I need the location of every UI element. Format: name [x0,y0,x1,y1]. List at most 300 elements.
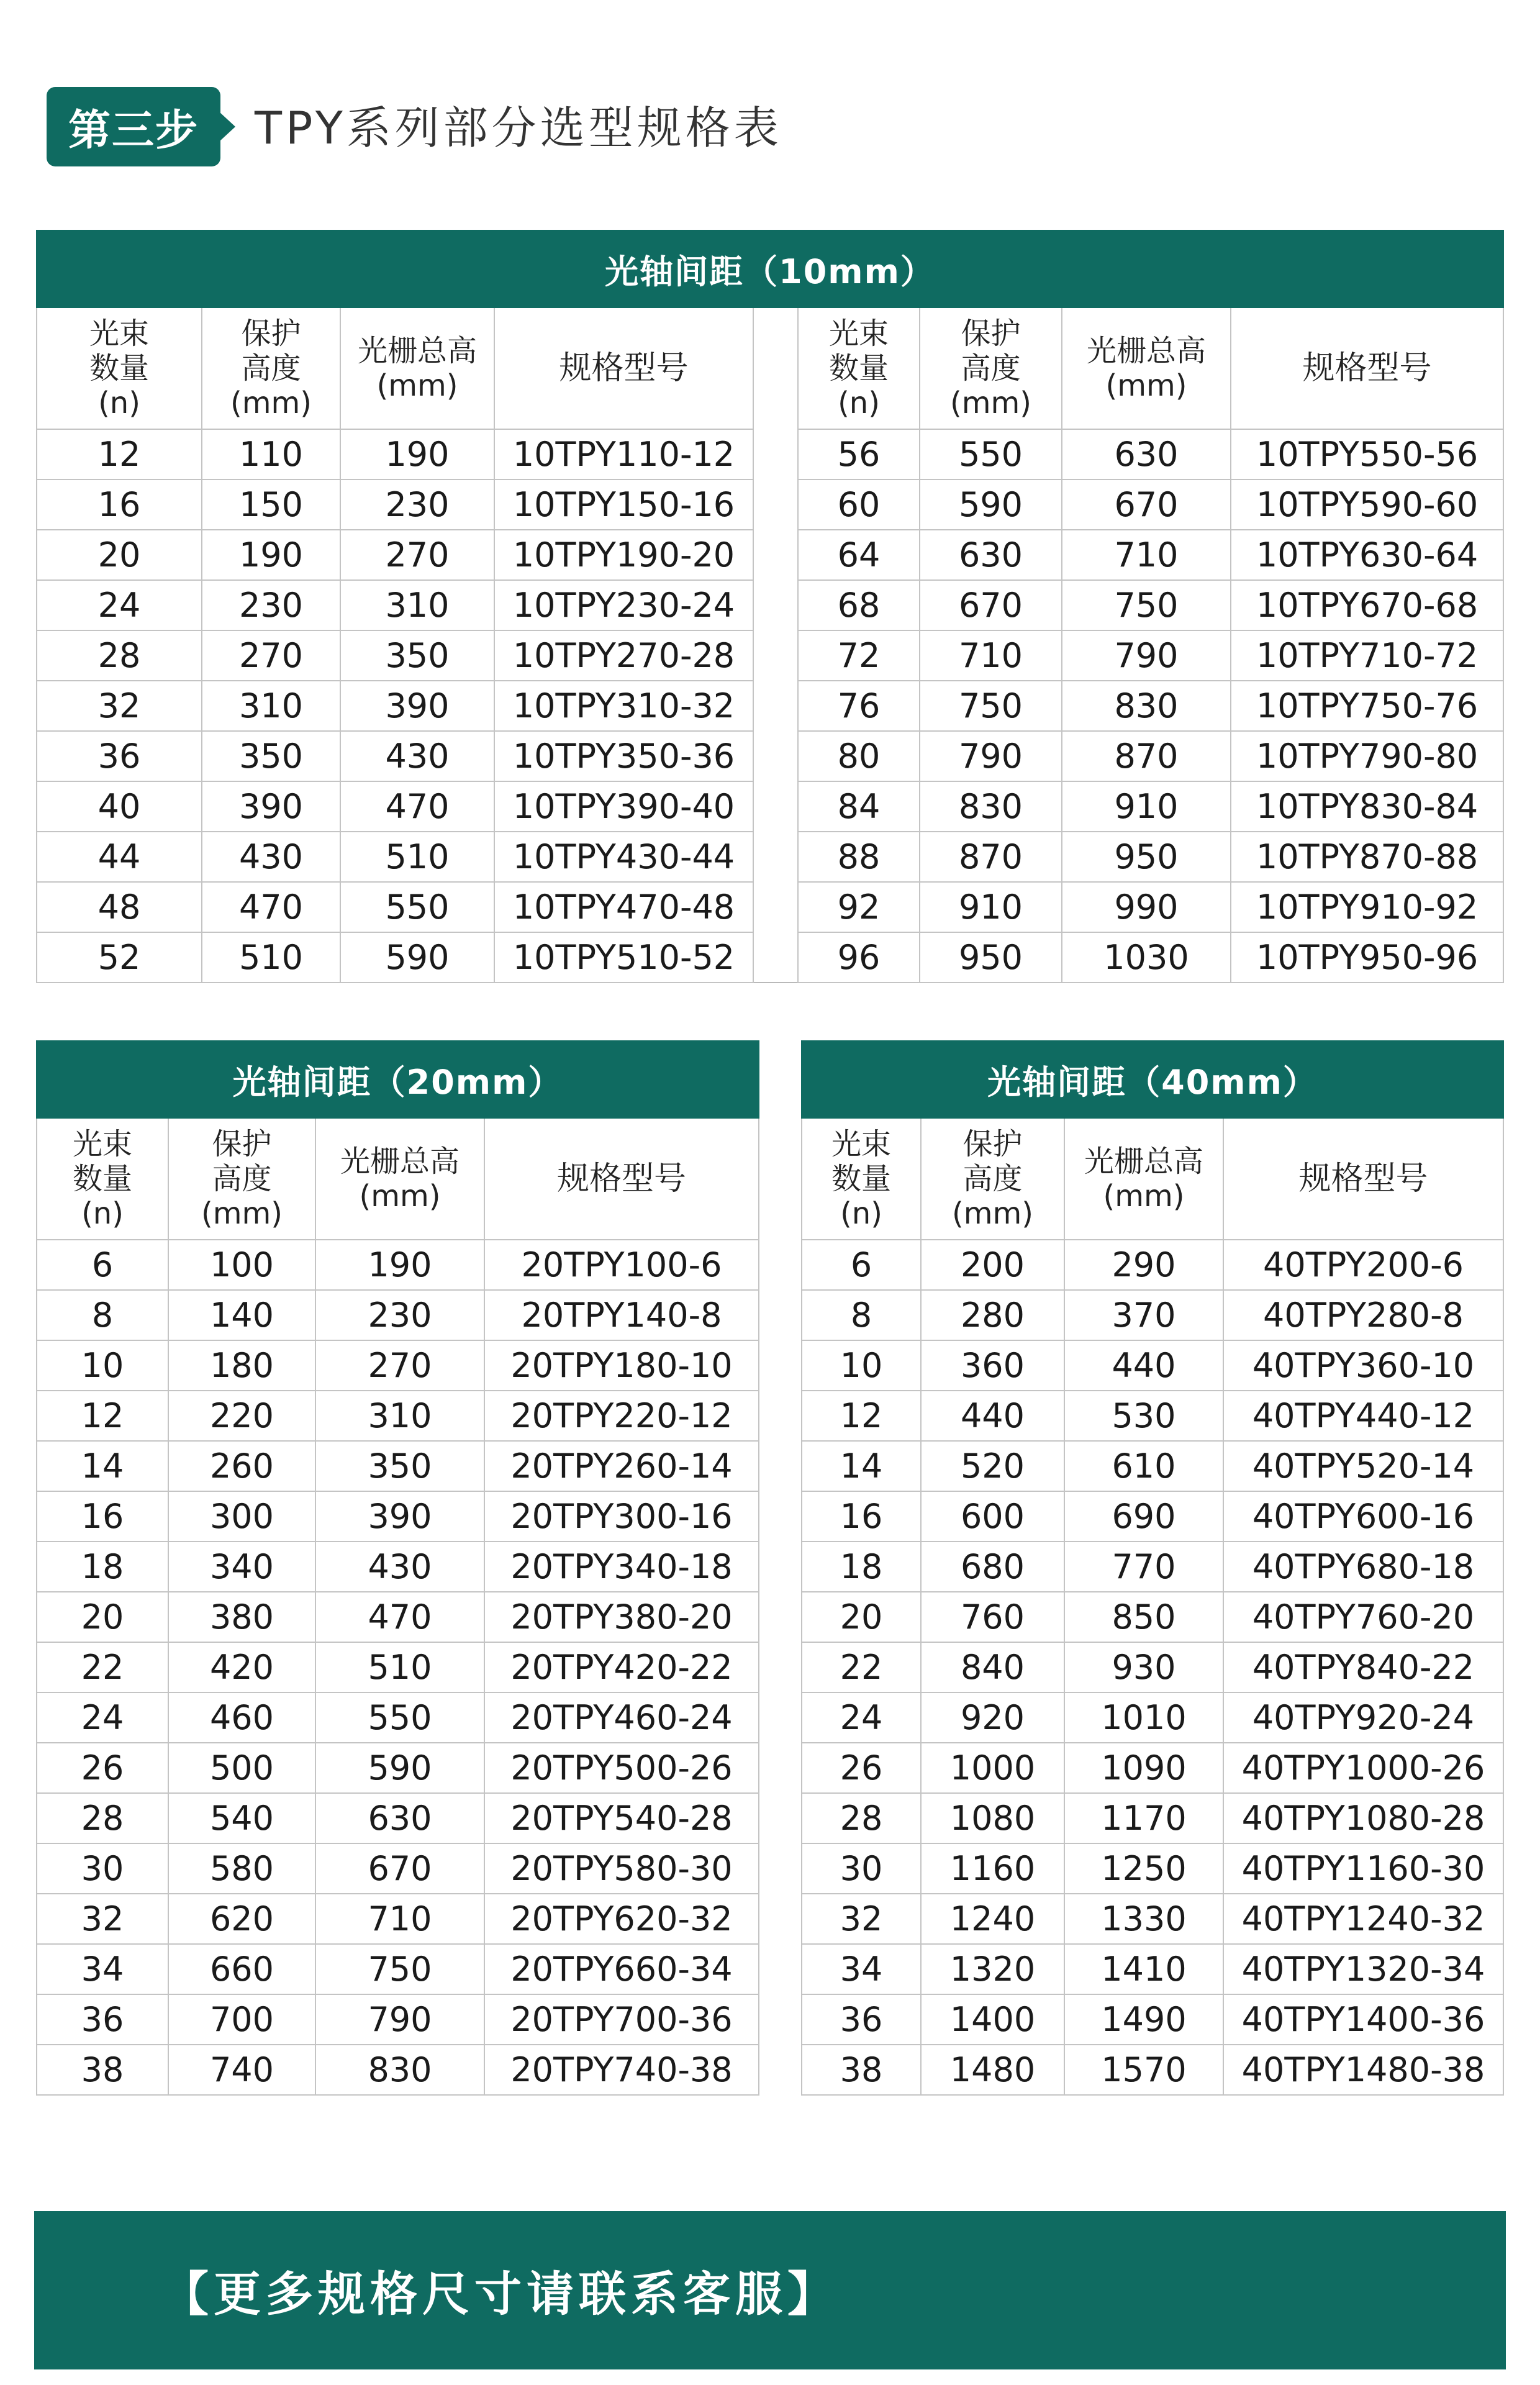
table-row [802,1491,1503,1542]
table-row [802,1592,1503,1642]
table-cell: 750 [315,1944,484,1994]
column-header-line: 高度 [962,1161,1023,1196]
column-header [1064,1118,1223,1240]
table-cell: 790 [920,731,1062,781]
table-cell: 48 [37,882,202,932]
table-row [37,1692,759,1743]
table-cell: 68 [798,580,920,630]
table-cell: 910 [1062,781,1231,832]
table-cell: 950 [920,932,1062,983]
table-row [802,1743,1503,1793]
table-cell: 220 [168,1391,315,1441]
table-cell: 40TPY520-14 [1223,1441,1503,1491]
column-header [494,307,753,429]
table-row [802,1240,1503,1290]
table-cell: 16 [37,1491,168,1542]
column-header-line: 规格型号 [1298,1160,1428,1197]
table-cell: 440 [921,1391,1064,1441]
table-cell: 10TPY870-88 [1231,832,1503,882]
table-cell: 1410 [1064,1944,1223,1994]
table-row [802,1542,1503,1592]
column-header-line: (mm) [201,1196,283,1231]
table-cell: 10TPY270-28 [494,630,753,681]
table-cell: 20TPY180-10 [484,1340,759,1391]
table-cell: 390 [315,1491,484,1542]
column-header-line: 数量 [89,351,149,386]
column-header-line: 数量 [828,351,889,386]
table-row [37,932,1503,983]
column-header [168,1118,315,1240]
table-cell: 20TPY420-22 [484,1642,759,1692]
table-cell: 10TPY390-40 [494,781,753,832]
table-row [37,479,1503,530]
table-cell: 930 [1064,1642,1223,1692]
table-cell: 56 [798,429,920,479]
table-cell: 1090 [1064,1743,1223,1793]
table-cell: 24 [37,580,202,630]
table-row [37,630,1503,681]
column-spacer [753,832,798,882]
table-row [37,1793,759,1843]
step-arrow-icon [219,112,235,142]
column-header-line: (n) [81,1196,124,1231]
table-row [37,1642,759,1692]
table-cell: 20TPY140-8 [484,1290,759,1340]
table-cell: 10TPY790-80 [1231,731,1503,781]
table-cell: 460 [168,1692,315,1743]
table-cell: 10TPY470-48 [494,882,753,932]
column-header [484,1118,759,1240]
column-header-line: 高度 [961,351,1021,386]
table-cell: 230 [340,479,494,530]
table-cell: 14 [802,1441,921,1491]
table-row [37,1843,759,1894]
table-cell: 44 [37,832,202,882]
table-cell: 310 [315,1391,484,1441]
table-cell: 28 [37,630,202,681]
table-cell: 700 [168,1994,315,2045]
table-cell: 750 [920,681,1062,731]
table-row [802,1692,1503,1743]
table-cell: 20TPY740-38 [484,2045,759,2095]
table-cell: 710 [315,1894,484,1944]
table-cell: 10TPY430-44 [494,832,753,882]
table-cell: 18 [802,1542,921,1592]
table-row [37,580,1503,630]
table-cell: 390 [340,681,494,731]
table-row [37,1994,759,2045]
contact-text: 【更多规格尺寸请联系客服】 [161,2266,840,2322]
table-row [37,1894,759,1944]
column-spacer [753,307,798,429]
table-cell: 26 [37,1743,168,1793]
table-cell: 10TPY590-60 [1231,479,1503,530]
column-header-line: (mm) [952,1196,1033,1231]
table-cell: 20TPY340-18 [484,1542,759,1592]
table-cell: 470 [315,1592,484,1642]
column-header-line: 保护 [241,316,301,351]
table-cell: 24 [802,1692,921,1743]
table-cell: 500 [168,1743,315,1793]
table-row [802,1843,1503,1894]
table-row [37,1743,759,1793]
table-cell: 12 [802,1391,921,1441]
column-header-line: 规格型号 [1302,350,1432,387]
table-cell: 260 [168,1441,315,1491]
table-cell: 520 [921,1441,1064,1491]
table-cell: 36 [37,1994,168,2045]
table-cell: 380 [168,1592,315,1642]
table-cell: 630 [1062,429,1231,479]
table-cell: 12 [37,1391,168,1441]
table-cell: 10TPY910-92 [1231,882,1503,932]
table-cell: 280 [921,1290,1064,1340]
table-cell: 10TPY350-36 [494,731,753,781]
table-cell: 710 [1062,530,1231,580]
table-cell: 830 [1062,681,1231,731]
table-row [802,1894,1503,1944]
table-cell: 40TPY1160-30 [1223,1843,1503,1894]
column-header [921,1118,1064,1240]
table-cell: 36 [37,731,202,781]
table-cell: 60 [798,479,920,530]
table-cell: 40TPY600-16 [1223,1491,1503,1542]
table-cell: 28 [802,1793,921,1843]
table-cell: 40TPY360-10 [1223,1340,1503,1391]
table-cell: 350 [202,731,340,781]
table-cell: 80 [798,731,920,781]
table-row [802,1944,1503,1994]
column-header-line: (mm) [230,386,312,420]
table-row [802,1793,1503,1843]
table-cell: 6 [37,1240,168,1290]
table-row [37,1391,759,1441]
table-cell: 20TPY220-12 [484,1391,759,1441]
column-header-line: 数量 [72,1161,132,1196]
table-cell: 740 [168,2045,315,2095]
table-cell: 660 [168,1944,315,1994]
table-cell: 230 [315,1290,484,1340]
table-cell: 1320 [921,1944,1064,1994]
table-cell: 40TPY1080-28 [1223,1793,1503,1843]
column-header [1231,307,1503,429]
table-title: 光轴间距（40mm） [802,1041,1503,1118]
column-header-line: 保护 [961,316,1021,351]
table-cell: 1240 [921,1894,1064,1944]
step-label: 第三步 [68,106,199,155]
column-header-line: 高度 [241,351,301,386]
column-header-line: 高度 [212,1161,272,1196]
table-cell: 34 [802,1944,921,1994]
column-header [1223,1118,1503,1240]
table-cell: 190 [202,530,340,580]
table-cell: 1170 [1064,1793,1223,1843]
table-cell: 230 [202,580,340,630]
table-cell: 1080 [921,1793,1064,1843]
contact-banner [34,2211,1506,2369]
table-cell: 40TPY200-6 [1223,1240,1503,1290]
table-cell: 20TPY500-26 [484,1743,759,1793]
column-header [315,1118,484,1240]
table-cell: 690 [1064,1491,1223,1542]
column-spacer [753,530,798,580]
table-cell: 180 [168,1340,315,1391]
table-cell: 530 [1064,1391,1223,1441]
column-header-line: (n) [98,386,140,420]
table-cell: 32 [37,681,202,731]
table-cell: 38 [37,2045,168,2095]
table-cell: 10TPY710-72 [1231,630,1503,681]
table-cell: 72 [798,630,920,681]
table-cell: 40TPY840-22 [1223,1642,1503,1692]
table-row [37,1491,759,1542]
table-title: 光轴间距（10mm） [37,230,1503,307]
table-cell: 190 [340,429,494,479]
table-cell: 430 [202,832,340,882]
table-cell: 750 [1062,580,1231,630]
table-cell: 270 [340,530,494,580]
column-header [920,307,1062,429]
spec-table-10mm [36,230,1504,983]
table-title: 光轴间距（20mm） [37,1041,759,1118]
table-cell: 580 [168,1843,315,1894]
table-cell: 140 [168,1290,315,1340]
column-spacer [753,479,798,530]
column-header-line: 规格型号 [556,1160,686,1197]
table-cell: 270 [202,630,340,681]
table-cell: 20TPY620-32 [484,1894,759,1944]
table-cell: 1330 [1064,1894,1223,1944]
table-row [37,429,1503,479]
table-cell: 12 [37,429,202,479]
column-header-line: (n) [838,386,880,420]
table-row [802,1642,1503,1692]
table-cell: 870 [1062,731,1231,781]
table-cell: 10 [802,1340,921,1391]
table-cell: 28 [37,1793,168,1843]
table-cell: 190 [315,1240,484,1290]
table-row [37,1542,759,1592]
page-title: TPY系列部分选型规格表 [255,102,782,154]
column-header-line: 光栅总高 [1084,1144,1203,1179]
table-cell: 20 [802,1592,921,1642]
table-cell: 360 [921,1340,1064,1391]
table-cell: 40TPY680-18 [1223,1542,1503,1592]
table-cell: 20TPY260-14 [484,1441,759,1491]
column-header-line: 光栅总高 [357,334,477,368]
table-cell: 26 [802,1743,921,1793]
table-cell: 10TPY510-52 [494,932,753,983]
table-cell: 10TPY950-96 [1231,932,1503,983]
table-cell: 20 [37,1592,168,1642]
table-cell: 10TPY750-76 [1231,681,1503,731]
table-cell: 910 [920,882,1062,932]
table-cell: 830 [315,2045,484,2095]
table-cell: 88 [798,832,920,882]
table-row [802,1290,1503,1340]
column-header-line: 光栅总高 [1086,334,1206,368]
table-cell: 1480 [921,2045,1064,2095]
column-header-line: 光栅总高 [340,1144,460,1179]
table-row [37,1944,759,1994]
table-cell: 770 [1064,1542,1223,1592]
table-cell: 10TPY150-16 [494,479,753,530]
table-cell: 590 [315,1743,484,1793]
table-cell: 550 [920,429,1062,479]
column-header [340,307,494,429]
column-header-line: 光束 [828,316,889,351]
table-cell: 22 [802,1642,921,1692]
table-cell: 510 [315,1642,484,1692]
table-cell: 600 [921,1491,1064,1542]
table-row [37,1340,759,1391]
table-cell: 1160 [921,1843,1064,1894]
table-cell: 6 [802,1240,921,1290]
table-cell: 1490 [1064,1994,1223,2045]
column-header-line: 光束 [89,316,149,351]
table-cell: 670 [315,1843,484,1894]
column-spacer [753,429,798,479]
table-cell: 10TPY110-12 [494,429,753,479]
table-cell: 1400 [921,1994,1064,2045]
column-header [802,1118,921,1240]
table-cell: 16 [37,479,202,530]
table-cell: 350 [315,1441,484,1491]
column-header-line: 数量 [831,1161,891,1196]
table-cell: 1570 [1064,2045,1223,2095]
table-cell: 34 [37,1944,168,1994]
table-cell: 64 [798,530,920,580]
table-cell: 36 [802,1994,921,2045]
table-row [37,530,1503,580]
table-cell: 92 [798,882,920,932]
table-cell: 16 [802,1491,921,1542]
table-cell: 1030 [1062,932,1231,983]
table-cell: 30 [37,1843,168,1894]
column-spacer [753,731,798,781]
table-cell: 10TPY630-64 [1231,530,1503,580]
column-spacer [753,932,798,983]
table-cell: 10TPY830-84 [1231,781,1503,832]
table-cell: 10TPY230-24 [494,580,753,630]
table-cell: 510 [340,832,494,882]
table-cell: 760 [921,1592,1064,1642]
table-cell: 22 [37,1642,168,1692]
column-header [37,1118,168,1240]
table-cell: 40TPY760-20 [1223,1592,1503,1642]
table-row [37,681,1503,731]
table-cell: 10TPY310-32 [494,681,753,731]
table-cell: 200 [921,1240,1064,1290]
table-row [37,1240,759,1290]
table-row [802,2045,1503,2095]
table-cell: 990 [1062,882,1231,932]
table-cell: 40TPY1480-38 [1223,2045,1503,2095]
table-cell: 150 [202,479,340,530]
table-cell: 790 [1062,630,1231,681]
table-cell: 620 [168,1894,315,1944]
table-cell: 1000 [921,1743,1064,1793]
table-cell: 10TPY190-20 [494,530,753,580]
column-header-line: 保护 [962,1127,1023,1161]
table-cell: 440 [1064,1340,1223,1391]
table-cell: 590 [340,932,494,983]
table-cell: 1250 [1064,1843,1223,1894]
column-header-line: (mm) [1103,1179,1185,1214]
table-row [802,1340,1503,1391]
table-cell: 40TPY920-24 [1223,1692,1503,1743]
table-cell: 52 [37,932,202,983]
table-cell: 20TPY380-20 [484,1592,759,1642]
column-header-line: 规格型号 [559,350,689,387]
table-cell: 270 [315,1340,484,1391]
table-cell: 30 [802,1843,921,1894]
table-cell: 8 [802,1290,921,1340]
table-row [37,781,1503,832]
table-cell: 40TPY1320-34 [1223,1944,1503,1994]
table-cell: 8 [37,1290,168,1340]
table-row [37,882,1503,932]
table-cell: 630 [920,530,1062,580]
column-spacer [753,630,798,681]
table-cell: 20TPY580-30 [484,1843,759,1894]
table-cell: 300 [168,1491,315,1542]
table-row [37,2045,759,2095]
table-cell: 40 [37,781,202,832]
table-row [37,731,1503,781]
table-cell: 20TPY540-28 [484,1793,759,1843]
table-cell: 830 [920,781,1062,832]
table-cell: 20TPY460-24 [484,1692,759,1743]
spec-table-20mm [36,1040,759,2096]
table-cell: 850 [1064,1592,1223,1642]
table-cell: 20TPY300-16 [484,1491,759,1542]
table-cell: 470 [202,882,340,932]
table-cell: 40TPY280-8 [1223,1290,1503,1340]
table-cell: 430 [315,1542,484,1592]
table-cell: 40TPY1400-36 [1223,1994,1503,2045]
table-cell: 670 [1062,479,1231,530]
table-cell: 630 [315,1793,484,1843]
table-cell: 420 [168,1642,315,1692]
column-spacer [753,580,798,630]
table-cell: 510 [202,932,340,983]
table-cell: 790 [315,1994,484,2045]
table-cell: 340 [168,1542,315,1592]
table-cell: 10TPY550-56 [1231,429,1503,479]
table-cell: 390 [202,781,340,832]
table-cell: 20TPY100-6 [484,1240,759,1290]
table-cell: 590 [920,479,1062,530]
table-cell: 40TPY440-12 [1223,1391,1503,1441]
table-cell: 670 [920,580,1062,630]
table-cell: 1010 [1064,1692,1223,1743]
table-cell: 680 [921,1542,1064,1592]
step-badge [47,87,220,166]
table-cell: 290 [1064,1240,1223,1290]
table-cell: 470 [340,781,494,832]
table-row [37,1592,759,1642]
table-row [802,1441,1503,1491]
table-cell: 310 [202,681,340,731]
table-row [802,1994,1503,2045]
table-cell: 96 [798,932,920,983]
table-cell: 84 [798,781,920,832]
table-cell: 310 [340,580,494,630]
table-cell: 100 [168,1240,315,1290]
table-cell: 840 [921,1642,1064,1692]
table-cell: 38 [802,2045,921,2095]
